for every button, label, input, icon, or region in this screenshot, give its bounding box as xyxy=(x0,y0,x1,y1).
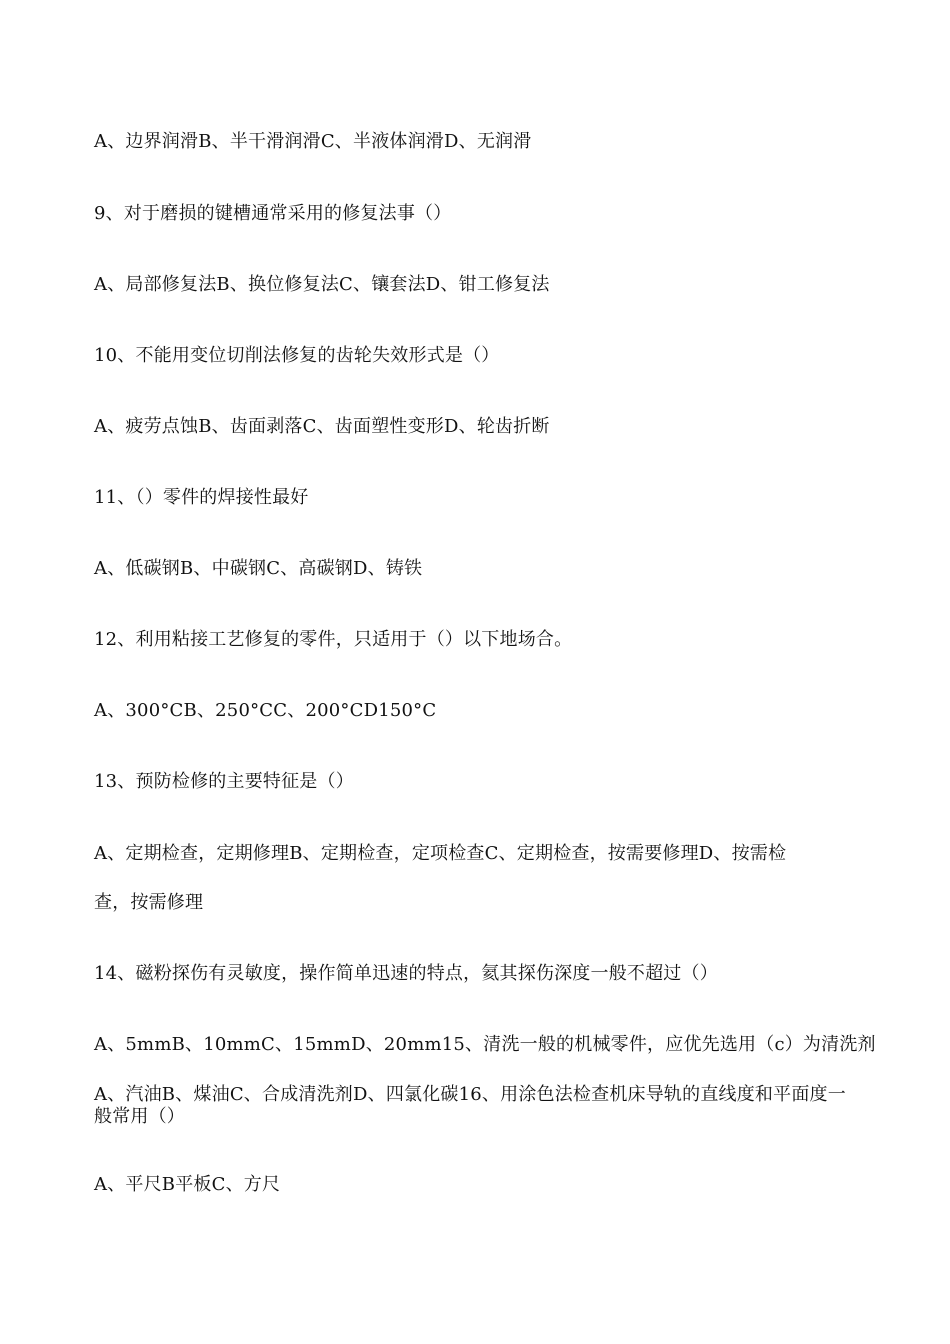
answer-options-10: A、疲劳点蚀B、齿面剥落C、齿面塑性变形D、轮齿折断 xyxy=(94,416,550,437)
question-9: 9、对于磨损的键槽通常采用的修复法事（） xyxy=(94,203,452,224)
answer-options-9: A、局部修复法B、换位修复法C、镶套法D、钳工修复法 xyxy=(94,274,550,295)
question-11: 11、（）零件的焊接性最好 xyxy=(94,487,309,508)
answer-options-8: A、边界润滑B、半干滑润滑C、半液体润滑D、无润滑 xyxy=(94,131,532,152)
question-12: 12、利用粘接工艺修复的零件，只适用于（）以下地场合。 xyxy=(94,629,573,650)
question-13: 13、预防检修的主要特征是（） xyxy=(94,771,354,792)
question-10: 10、不能用变位切削法修复的齿轮失效形式是（） xyxy=(94,345,500,366)
answer-options-14-question-15: A、5mmB、10mmC、15mmD、20mm15、清洗一般的机械零件，应优先选用（c）为清洗剂 xyxy=(94,1034,876,1055)
answer-options-15-question-16: A、汽油B、煤油C、合成清洗剂D、四氯化碳16、用涂色法检查机床导轨的直线度和平面度一般常用（） xyxy=(94,1084,846,1127)
answer-options-12: A、300°CB、250°CC、200°CD150°C xyxy=(94,700,437,721)
answer-options-13-continued: 查，按需修理 xyxy=(94,892,204,913)
answer-options-16: A、平尺B平板C、方尺 xyxy=(94,1174,281,1195)
answer-options-13: A、定期检查，定期修理B、定期检查，定项检查C、定期检查，按需要修理D、按需检 xyxy=(94,843,787,864)
answer-options-11: A、低碳钢B、中碳钢C、高碳钢D、铸铁 xyxy=(94,558,423,579)
question-14: 14、磁粉探伤有灵敏度，操作简单迅速的特点，氦其探伤深度一般不超过（） xyxy=(94,963,718,984)
